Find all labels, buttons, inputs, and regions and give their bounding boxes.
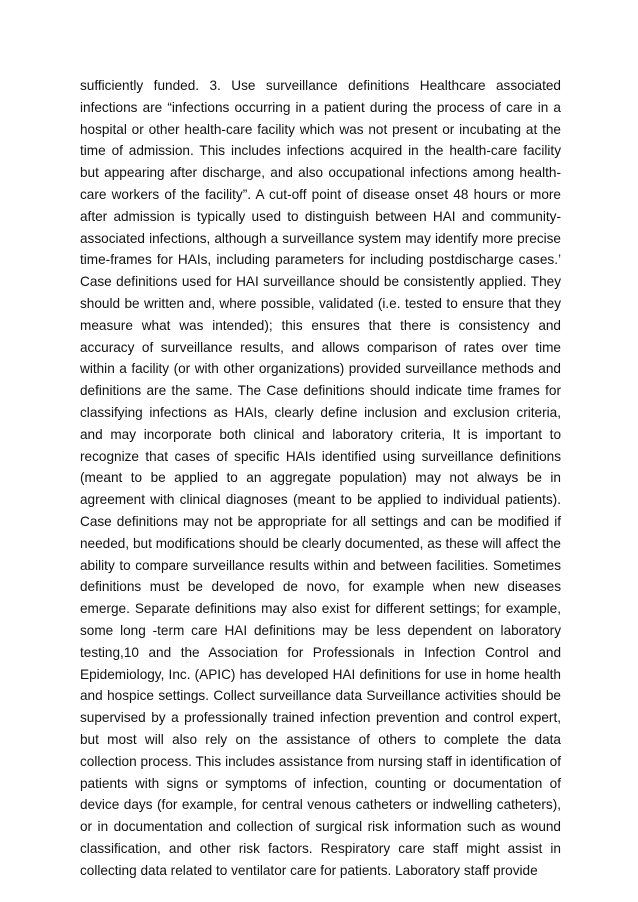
body-paragraph: sufficiently funded. 3. Use surveillance definitions Healthcare associated infections are “infections occurring in a patient during the process of care in a hospital or other health-care facility which was not present or incubating at the time of admission. This includes infections acquired in the health-care facility but appearing after discharge, and also occupational infections among health-care workers of the facility”. A cut-off point of disease onset 48 hours or more after admission is typically used to distinguish between HAI and community-associated infections, although a surveillance system may identify more precise time-frames for HAIs, including parameters for including postdischarge cases.’ Case definitions used for HAI surveillance should be consistently applied. They should be written and, where possible, validated (i.e. tested to ensure that they measure what was intended); this ensures that there is consistency and accuracy of surveillance results, and allows comparison of rates over time within a facility (or with other organizations) provided surveillance methods and definitions are the same. The Case definitions should indicate time frames for classifying infections as HAIs, clearly define inclusion and exclusion criteria, and may incorporate both clinical and laboratory criteria, It is important to recognize that cases of specific HAIs identified using surveillance definitions (meant to be applied to an aggregate population) may not always be in agreement with clinical diagnoses (meant to be applied to individual patients). Case definitions may not be appropriate for all settings and can be modified if needed, but modifications should be clearly documented, as these will affect the ability to compare surveillance results within and between facilities. Sometimes definitions must be developed de novo, for example when new diseases emerge. Separate definitions may also exist for different settings; for example, some long -term care HAI definitions may be less dependent on laboratory testing,10 and the Association for Professionals in Infection Control and Epidemiology, Inc. (APIC) has developed HAI definitions for use in home health and hospice settings. Collect surveillance data Surveillance activities should be supervised by a professionally trained infection prevention and control expert, but most will also rely on the assistance of others to complete the data collection process. This includes assistance from nursing staff in identification of patients with signs or symptoms of infection, counting or documentation of device days (for example, for central venous catheters or indwelling catheters), or in documentation and collection of surgical risk information such as wound classification, and other risk factors. Respiratory care staff might assist in collecting data related to ventilator care for patients. Laboratory staff provide <box>80 78 561 878</box>
